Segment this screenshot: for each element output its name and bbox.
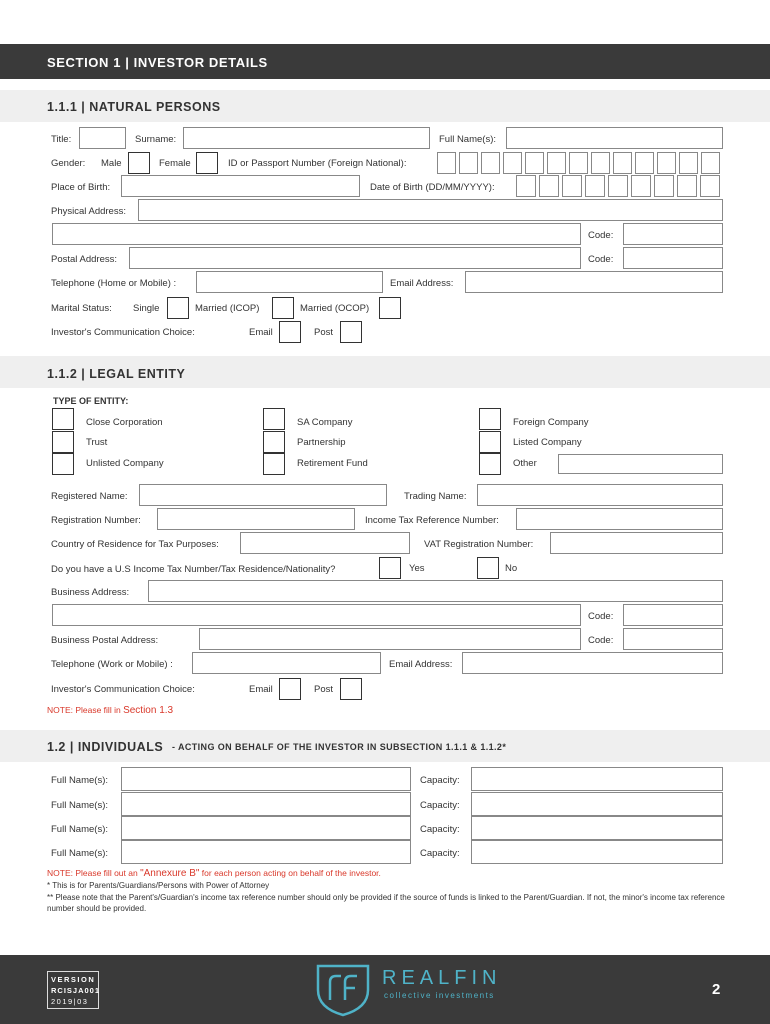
ind-fullname-field-2[interactable] [121, 792, 411, 816]
ind-fullname-label-1: Full Name(s): [51, 775, 109, 786]
listed-company-label: Listed Company [513, 437, 582, 448]
trust-checkbox[interactable] [52, 431, 74, 453]
version-line-1: VERSION [51, 975, 96, 984]
female-label: Female [159, 158, 191, 169]
legal-comm-label: Investor's Communication Choice: [51, 684, 195, 695]
reg-no-label: Registration Number: [51, 515, 141, 526]
individuals-note-annex: "Annexure B" [140, 868, 200, 879]
partnership-checkbox[interactable] [263, 431, 285, 453]
ind-fullname-label-3: Full Name(s): [51, 824, 109, 835]
bpostal-field[interactable] [199, 628, 581, 650]
trading-name-label: Trading Name: [404, 491, 467, 502]
page-number: 2 [712, 981, 721, 998]
business-code-field[interactable] [623, 604, 723, 626]
ind-fullname-label-2: Full Name(s): [51, 800, 109, 811]
ind-fullname-field-3[interactable] [121, 816, 411, 840]
brand-name: REALFIN [382, 967, 502, 989]
postal-code-label: Code: [588, 254, 614, 265]
legal-note-prefix: NOTE: Please fill in [47, 705, 124, 715]
postal-label: Postal Address: [51, 254, 118, 265]
business-label: Business Address: [51, 587, 130, 598]
ocop-checkbox[interactable] [379, 297, 401, 319]
business-code-label: Code: [588, 611, 614, 622]
ind-capacity-label-2: Capacity: [420, 800, 460, 811]
work-phone-label: Telephone (Work or Mobile) : [51, 659, 173, 670]
unlisted-company-label: Unlisted Company [86, 458, 164, 469]
ocop-label: Married (OCOP) [300, 303, 370, 314]
reg-no-field[interactable] [157, 508, 355, 530]
retirement-fund-checkbox[interactable] [263, 453, 285, 475]
ind-capacity-field-4[interactable] [471, 840, 723, 864]
us-yes-checkbox[interactable] [379, 557, 401, 579]
legal-email-label: Email Address: [389, 659, 453, 670]
other-label: Other [513, 458, 537, 469]
close-corp-checkbox[interactable] [52, 408, 74, 430]
reg-name-field[interactable] [139, 484, 387, 506]
legal-comm-post-label: Post [314, 684, 334, 695]
ind-capacity-field-3[interactable] [471, 816, 723, 840]
bpostal-code-label: Code: [588, 635, 614, 646]
ind-capacity-field-1[interactable] [471, 767, 723, 791]
version-box [47, 971, 99, 1009]
comm-post-checkbox[interactable] [340, 321, 362, 343]
pob-label: Place of Birth: [51, 182, 111, 193]
us-yes-label: Yes [409, 563, 425, 574]
unlisted-company-checkbox[interactable] [52, 453, 74, 475]
version-line-2: RCISJA001 [51, 986, 101, 995]
surname-field[interactable] [183, 127, 430, 149]
brand-tagline: collective investments [384, 991, 495, 1000]
physical-code-field[interactable] [623, 223, 723, 245]
ind-capacity-label-4: Capacity: [420, 848, 460, 859]
listed-company-checkbox[interactable] [479, 431, 501, 453]
male-label: Male [101, 158, 122, 169]
ind-fullname-field-4[interactable] [121, 840, 411, 864]
bpostal-code-field[interactable] [623, 628, 723, 650]
single-label: Single [133, 303, 160, 314]
ind-capacity-label-1: Capacity: [420, 775, 460, 786]
gender-label: Gender: [51, 158, 86, 169]
business-field-2[interactable] [52, 604, 581, 626]
legal-note [47, 705, 173, 716]
individuals-title: 1.2 | INDIVIDUALS [47, 740, 164, 754]
sa-company-label: SA Company [297, 417, 353, 428]
phone-label: Telephone (Home or Mobile) : [51, 278, 177, 289]
close-corp-label: Close Corporation [86, 417, 163, 428]
ind-capacity-label-3: Capacity: [420, 824, 460, 835]
comm-label: Investor's Communication Choice: [51, 327, 195, 338]
reg-name-label: Registered Name: [51, 491, 128, 502]
ind-fullname-field-1[interactable] [121, 767, 411, 791]
pob-field[interactable] [121, 175, 360, 197]
physical-field-2[interactable] [52, 223, 581, 245]
icop-label: Married (ICOP) [195, 303, 260, 314]
postal-field[interactable] [129, 247, 581, 269]
physical-field-1[interactable] [138, 199, 723, 221]
us-tax-label: Do you have a U.S Income Tax Number/Tax Residence/Nationality? [51, 564, 336, 575]
work-phone-field[interactable] [192, 652, 381, 674]
individuals-note-prefix: NOTE: Please fill out an [47, 868, 141, 878]
footnote-2: ** Please note that the Parent's/Guardian's income tax reference number should only be provided if the source of funds is linked to the Parent/Guardian. If not, the minor's income tax reference number should be provided. [47, 893, 725, 913]
other-field[interactable] [558, 454, 723, 474]
section-header [0, 44, 770, 79]
foreign-company-label: Foreign Company [513, 417, 589, 428]
legal-note-section: Section 1.3 [123, 705, 174, 716]
bpostal-label: Business Postal Address: [51, 635, 159, 646]
icop-checkbox[interactable] [272, 297, 294, 319]
entity-type-label: TYPE OF ENTITY: [53, 396, 129, 406]
physical-label: Physical Address: [51, 206, 126, 217]
dob-label: Date of Birth (DD/MM/YYYY): [370, 182, 495, 193]
us-no-checkbox[interactable] [477, 557, 499, 579]
email-label: Email Address: [390, 278, 454, 289]
phone-field[interactable] [196, 271, 383, 293]
female-checkbox[interactable] [196, 152, 218, 174]
us-no-label: No [505, 563, 518, 574]
surname-label: Surname: [135, 134, 177, 145]
ind-fullname-label-4: Full Name(s): [51, 848, 109, 859]
realfin-logo-icon [312, 960, 374, 1018]
vat-label: VAT Registration Number: [424, 539, 534, 550]
other-checkbox[interactable] [479, 453, 501, 475]
country-field[interactable] [240, 532, 410, 554]
vat-field[interactable] [550, 532, 723, 554]
tax-ref-label: Income Tax Reference Number: [365, 515, 499, 526]
legal-comm-email-label: Email [249, 684, 273, 695]
individuals-note [47, 868, 381, 879]
footer-bar [0, 955, 770, 1024]
trading-name-field[interactable] [477, 484, 723, 506]
id-number-field[interactable] [437, 152, 723, 174]
foreign-company-checkbox[interactable] [479, 408, 501, 430]
comm-post-label: Post [314, 327, 334, 338]
legal-comm-post-checkbox[interactable] [340, 678, 362, 700]
legal-comm-email-checkbox[interactable] [279, 678, 301, 700]
email-field[interactable] [465, 271, 723, 293]
physical-code-label: Code: [588, 230, 614, 241]
male-checkbox[interactable] [128, 152, 150, 174]
section-title: SECTION 1 | INVESTOR DETAILS [47, 55, 268, 70]
partnership-label: Partnership [297, 437, 346, 448]
country-label: Country of Residence for Tax Purposes: [51, 539, 219, 550]
dob-field[interactable] [516, 175, 723, 197]
title-label: Title: [51, 134, 72, 145]
individuals-subtitle: - ACTING ON BEHALF OF THE INVESTOR IN SUBSECTION 1.1.1 & 1.1.2* [172, 742, 507, 752]
fullnames-label: Full Name(s): [439, 134, 497, 145]
individuals-note-suffix: for each person acting on behalf of the investor. [199, 868, 381, 878]
single-checkbox[interactable] [167, 297, 189, 319]
marital-label: Marital Status: [51, 303, 112, 314]
legal-entity-title: 1.1.2 | LEGAL ENTITY [47, 367, 186, 381]
title-field[interactable] [79, 127, 126, 149]
comm-email-checkbox[interactable] [279, 321, 301, 343]
retirement-fund-label: Retirement Fund [297, 458, 368, 469]
postal-code-field[interactable] [623, 247, 723, 269]
business-field-1[interactable] [148, 580, 723, 602]
footnote-1: * This is for Parents/Guardians/Persons with Power of Attorney [47, 881, 270, 890]
trust-label: Trust [86, 437, 108, 448]
tax-ref-field[interactable] [516, 508, 723, 530]
ind-capacity-field-2[interactable] [471, 792, 723, 816]
id-label: ID or Passport Number (Foreign National): [228, 158, 407, 169]
version-line-3: 2019|03 [51, 997, 89, 1006]
comm-email-label: Email [249, 327, 273, 338]
fullnames-field[interactable] [506, 127, 723, 149]
natural-persons-title: 1.1.1 | NATURAL PERSONS [47, 100, 221, 114]
legal-email-field[interactable] [462, 652, 723, 674]
sa-company-checkbox[interactable] [263, 408, 285, 430]
